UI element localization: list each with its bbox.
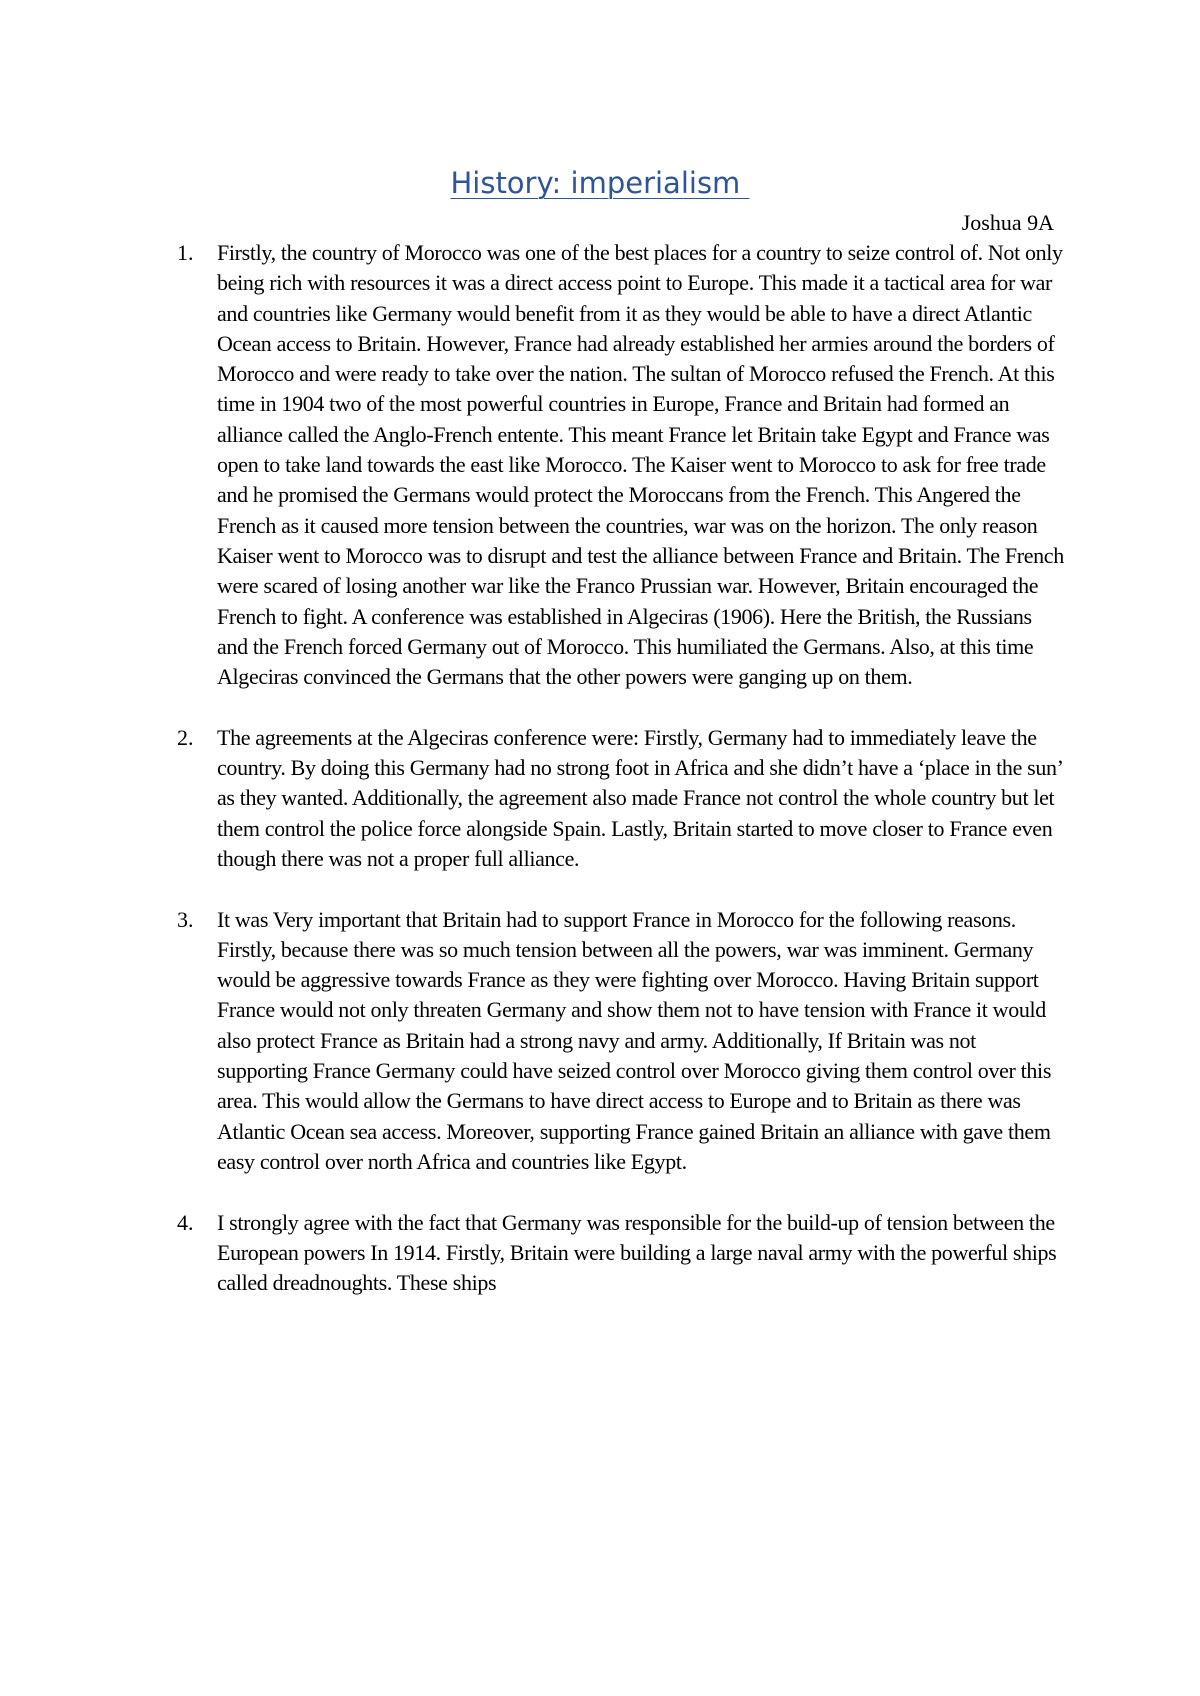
- list-item-number: 1.: [177, 240, 194, 265]
- list-item-number: 3.: [177, 906, 194, 932]
- list-item-text: Firstly, the country of Morocco was one of the best places for a country to seize control of. Not only being rich with resources it was a direct access point to Europe. This made it a tactical area for war and countries like Germany would benefit from it as they would be able to have a direct Atlantic Ocean access to Britain. However, France had already established her armies around the borders of Morocco and were ready to take over the nation. The sultan of Morocco refused the French. At this time in 1904 two of the most powerful countries in Europe, France and Britain had formed an alliance called the Anglo-French entente. This meant France let Britain take Egypt and France was open to take land towards the east like Morocco. The Kaiser went to Morocco to ask for free trade and he promised the Germans would protect the Moroccans from the French. This Angered the French as it caused more tension between the countries, war was on the horizon. The only reason Kaiser went to Morocco was to disrupt and test the alliance between France and Britain. The French were scared of losing another war like the Franco Prussian war. However, Britain encouraged the French to fight. A conference was established in Algeciras (1906). Here the British, the Russians and the French forced Germany out of Morocco. This humiliated the Germans. Also, at this time Algeciras convinced the Germans that the other powers were ganging up on them.: [217, 240, 1064, 690]
- list-item-text: I strongly agree with the fact that Germany was responsible for the build-up of tension between the European powers In 1914. Firstly, Britain were building a large naval army with the powerful ships called dreadnoughts. These ships: [217, 1209, 1057, 1296]
- list-item: [177, 238, 1067, 692]
- author-name: Joshua 9A: [961, 210, 1054, 235]
- list-item-text: It was Very important that Britain had to support France in Morocco for the following reasons. Firstly, because there was so much tension between all the powers, war was imminent. Germany would be aggressive towards France as they were fighting over Morocco. Having Britain support France would not only threaten Germany and show them not to have tension with France it would also protect France as Britain had a strong navy and army. Additionally, If Britain was not supporting France Germany could have seized control over Morocco giving them control over this area. This would allow the Germans to have direct access to Europe and to Britain as there was Atlantic Ocean sea access. Moreover, supporting France gained Britain an alliance with gave them easy control over north Africa and countries like Egypt.: [217, 906, 1052, 1174]
- list-item-number: 2.: [177, 724, 194, 750]
- answer-list: [177, 238, 1067, 1298]
- list-item-text: The agreements at the Algeciras conference were: Firstly, Germany had to immediately leave the country. By doing this Germany had no strong foot in Africa and she didn’t have a ‘place in the sun’ as they wanted. Additionally, the agreement also made France not control the whole country but let them control the police force alongside Spain. Lastly, Britain started to move closer to France even though there was not a proper full alliance.: [217, 724, 1063, 871]
- list-item: [177, 1208, 1067, 1299]
- list-item: [177, 905, 1067, 1178]
- list-item: [177, 723, 1067, 874]
- document-title: History: imperialism: [450, 166, 750, 200]
- list-item-number: 4.: [177, 1209, 194, 1235]
